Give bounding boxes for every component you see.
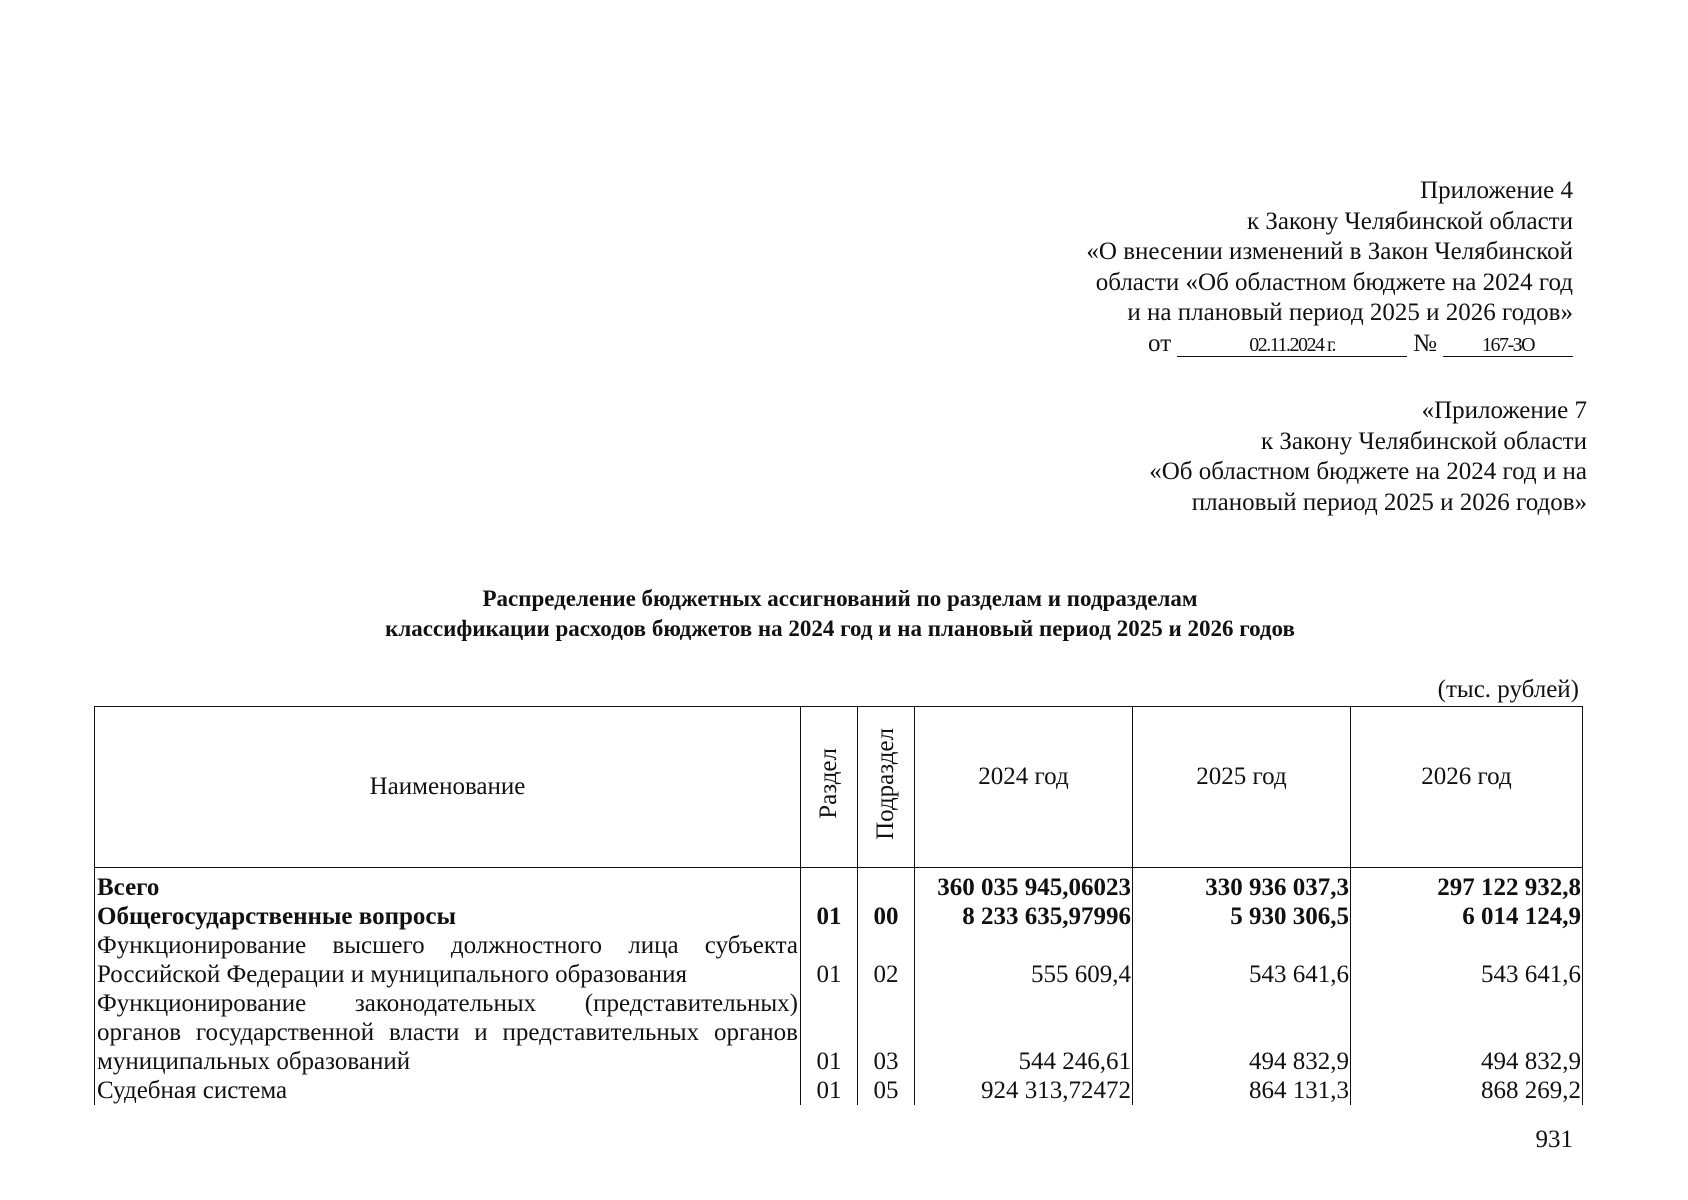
appendix-4-line: к Закону Челябинской области (1247, 207, 1573, 235)
row-2024: 360 035 945,06023 (915, 868, 1133, 903)
row-subsection: 05 (858, 1076, 915, 1105)
row-section: 01 (801, 989, 858, 1076)
law-date-number-row (1086, 329, 1573, 357)
row-2025: 5 930 306,5 (1133, 902, 1351, 931)
row-subsection: 03 (858, 989, 915, 1076)
appendix-4-line: и на плановый период 2025 и 2026 годов» (1127, 299, 1573, 326)
table-row (95, 931, 1583, 989)
table-row (95, 989, 1583, 1076)
table-header-row (95, 707, 1583, 868)
appendix-7-line: к Закону Челябинской области (1261, 427, 1587, 455)
law-date: 02.11.2024 г. (1177, 334, 1407, 357)
row-section (801, 868, 858, 903)
row-subsection: 02 (858, 931, 915, 989)
table-row (95, 868, 1583, 903)
document-title (250, 584, 1430, 644)
row-subsection (858, 868, 915, 903)
header-2025: 2025 год (1133, 707, 1351, 868)
row-2024: 924 313,72472 (915, 1076, 1133, 1105)
row-2024: 555 609,4 (915, 931, 1133, 989)
row-2026: 297 122 932,8 (1351, 868, 1583, 903)
row-subsection: 00 (858, 902, 915, 931)
appendix-4-line: области «Об областном бюджете на 2024 год (1095, 268, 1573, 296)
appendix-4-line: «О внесении изменений в Закон Челябинской (1086, 238, 1573, 265)
header-subsection: Подраздел (858, 707, 915, 868)
row-2026: 543 641,6 (1351, 931, 1583, 989)
row-2024: 8 233 635,97996 (915, 902, 1133, 931)
page-number: 931 (1535, 1126, 1573, 1153)
row-name: Общегосударственные вопросы (95, 902, 801, 931)
appendix-4-line: Приложение 4 (1420, 177, 1573, 204)
table-row (95, 902, 1583, 931)
row-section: 01 (801, 931, 858, 989)
header-2024: 2024 год (915, 707, 1133, 868)
number-label: № (1413, 329, 1437, 357)
row-section: 01 (801, 902, 858, 931)
budget-allocation-table (94, 706, 1583, 1105)
row-name: Функционирование высшего должностного лица субъекта Российской Федерации и муниципального образования (95, 931, 801, 989)
header-name: Наименование (95, 707, 801, 868)
appendix-7-line: плановый период 2025 и 2026 годов» (1191, 488, 1587, 516)
header-2026: 2026 год (1351, 707, 1583, 868)
row-section: 01 (801, 1076, 858, 1105)
title-line-2: классификации расходов бюджетов на 2024 год и на плановый период 2025 и 2026 годов (385, 616, 1295, 641)
table-row (95, 1076, 1583, 1105)
row-2025: 494 832,9 (1133, 989, 1351, 1076)
law-number: 167-ЗО (1443, 334, 1573, 357)
row-2024: 544 246,61 (915, 989, 1133, 1076)
appendix-4-header (1086, 176, 1573, 357)
units-label: (тыс. рублей) (1437, 676, 1579, 703)
row-2026: 6 014 124,9 (1351, 902, 1583, 931)
appendix-7-line: «Приложение 7 (1421, 397, 1587, 424)
row-2026: 868 269,2 (1351, 1076, 1583, 1105)
appendix-7-line: «Об областном бюджете на 2024 год и на (1149, 458, 1587, 485)
row-name: Судебная система (95, 1076, 801, 1105)
header-section: Раздел (801, 707, 858, 868)
row-2026: 494 832,9 (1351, 989, 1583, 1076)
row-2025: 864 131,3 (1133, 1076, 1351, 1105)
from-label: от (1148, 329, 1172, 357)
row-2025: 330 936 037,3 (1133, 868, 1351, 903)
row-name: Всего (95, 868, 801, 903)
appendix-7-header (1149, 396, 1587, 518)
row-name: Функционирование законодательных (представительных) органов государственной власти и представительных органов муниципальных образований (95, 989, 801, 1076)
row-2025: 543 641,6 (1133, 931, 1351, 989)
title-line-1: Распределение бюджетных ассигнований по разделам и подразделам (482, 586, 1198, 611)
